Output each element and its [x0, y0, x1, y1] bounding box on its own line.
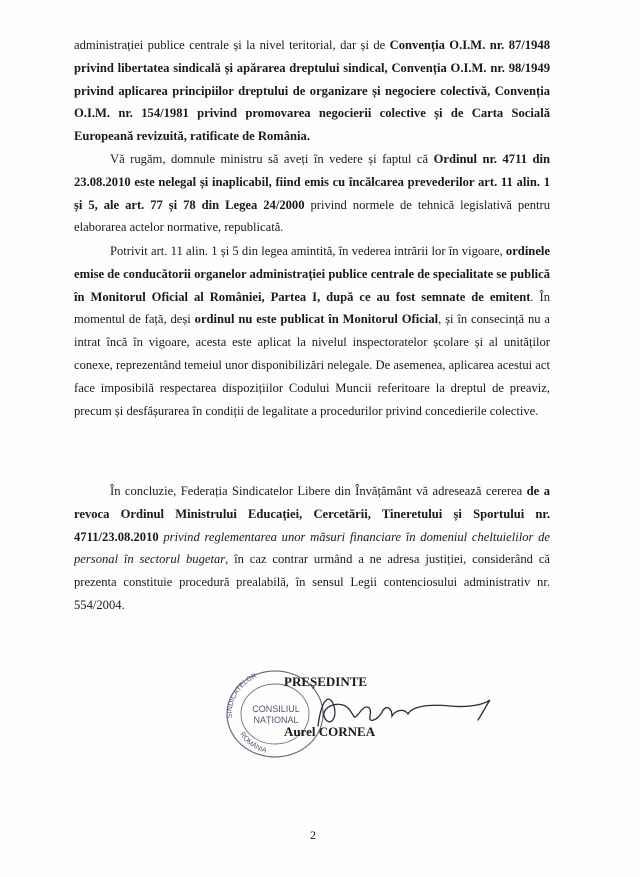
p3-text-c: , și în consecință nu a intrat încă în vigoare, acesta este aplicat la nivelul inspectoratelor școlare și al unităților conexe, reprezentând temeiul unor disponibilizări nelegale. De asemenea, aplicarea acestui act face imposibilă respectarea dispozițiilor Codului Muncii referitoare la dreptul de preaviz, precum și desfășurarea în condiții de legalitate a procedurilor privind concedierile colective. [74, 312, 550, 418]
paragraph-2 [74, 148, 550, 239]
svg-text:ROMÂNIA [238, 731, 267, 754]
p2-text-b: privind normele de tehnică legislativă pentru elaborarea actelor normative, republicată. [74, 197, 551, 235]
signature-block [220, 668, 510, 768]
p3-bold-orders: ordinele emise de conducătorii organelor administrației publice centrale de specialitate se publică în Monitorul Oficial al României, Partea I, după ce au fost semnate de emitent [74, 244, 550, 304]
p2-bold-order: Ordinul nr. 4711 din 23.08.2010 este nelegal și inaplicabil, fiind emis cu încălcarea prevederilor art. 11 alin. 1 și 5, ale art. 77 și 78 din Legea 24/2000 [74, 152, 550, 212]
stamp-ring-bottom: ROMÂNIA [238, 731, 268, 755]
p4-italic-regulation: privind reglementarea unor măsuri financiare în domeniul cheltuielilor de personal în sectorul bugetar [74, 529, 550, 567]
p3-text-b: . În momentul de față, deși [74, 289, 550, 327]
page-number: 2 [310, 828, 316, 842]
p4-bold-revoke: de a revoca Ordinul Ministrului Educației, Cercetării, Tineretului și Sportului nr. 4711/23.08.2010 [74, 484, 550, 544]
p4-text-b: , în caz contrar urmând a ne adresa justiției, considerând că prezenta constituie procedură prealabilă, în sensul Legii contenciosului administrativ nr. 554/2004. [74, 552, 551, 612]
p3-text-a: Potrivit art. 11 alin. 1 și 5 din legea amintită, în vederea intrării lor în vigoare, [110, 244, 506, 258]
p1-text-a: administrației publice centrale și la nivel teritorial, dar și de [74, 38, 390, 52]
p2-text-a: Vă rugăm, domnule ministru să aveți în vedere și faptul că [110, 152, 434, 166]
stamp-line-2: NAȚIONAL [253, 715, 299, 725]
p4-text-a: În concluzie, Federația Sindicatelor Libere din Învățământ vă adresează cererea [110, 484, 527, 498]
p1-bold-conventions: Convenția O.I.M. nr. 87/1948 privind libertatea sindicală și apărarea dreptului sindical, Convenția O.I.M. nr. 98/1949 privind aplicarea principiilor dreptului de organizare și negociere colectivă, Convenția O.I.M. nr. 154/1981 privind promovarea negocierii colective și de Carta Socială Europeană revizuită, ratificate de România [74, 38, 550, 144]
p1-text-end: . [306, 129, 310, 144]
signatory-name: Aurel CORNEA [284, 724, 376, 739]
signatory-title: PREȘEDINTE [284, 674, 368, 689]
p3-bold-not-published: ordinul nu este publicat în Monitorul Oficial [194, 312, 439, 327]
stamp-ring-top: SINDICATELOR [226, 672, 259, 719]
paragraph-1 [74, 34, 550, 148]
stamp-line-1: CONSILIUL [252, 704, 300, 714]
paragraph-3 [74, 240, 550, 422]
paragraph-4 [74, 480, 550, 617]
